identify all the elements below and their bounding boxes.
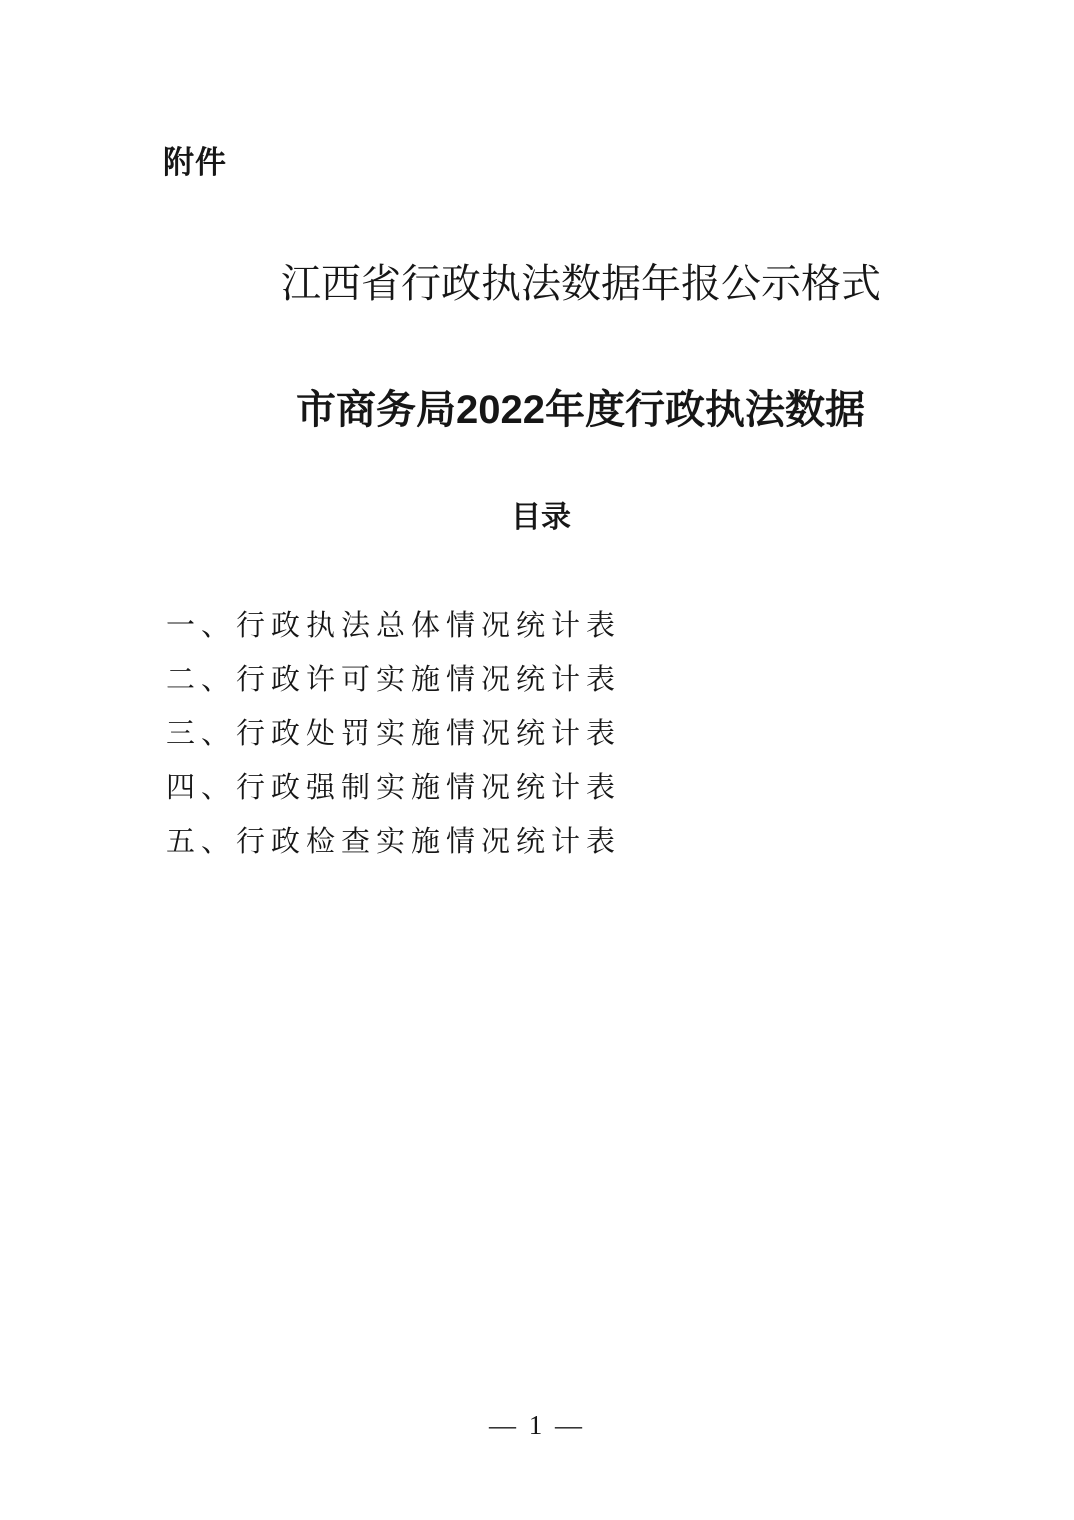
document-subtitle: 市商务局2022年度行政执法数据 — [296, 388, 865, 432]
document-title: 江西省行政执法数据年报公示格式 — [281, 261, 881, 306]
toc-list — [166, 611, 621, 881]
attachment-label: 附件 — [163, 145, 227, 180]
toc-item-4: 四、行政强制实施情况统计表 — [166, 772, 622, 804]
page-number: — 1 — — [489, 1410, 585, 1440]
toc-item-1: 一、行政执法总体情况统计表 — [166, 610, 622, 642]
toc-item-2: 二、行政许可实施情况统计表 — [166, 664, 622, 696]
toc-item-3: 三、行政处罚实施情况统计表 — [166, 718, 622, 750]
toc-heading: 目录 — [511, 501, 571, 534]
toc-item-5: 五、行政检查实施情况统计表 — [166, 826, 622, 858]
